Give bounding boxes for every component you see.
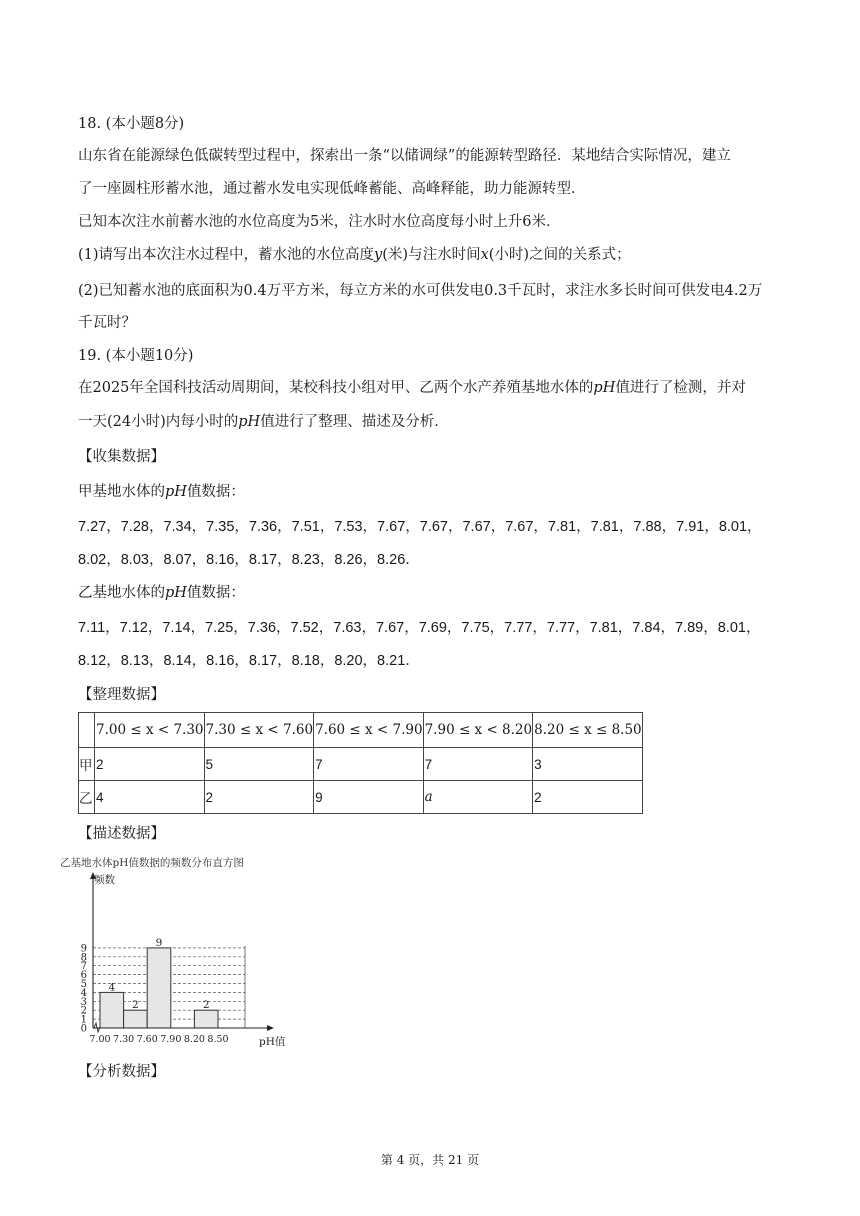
table-row	[79, 781, 643, 814]
q18-subquestion-2-cont: 千瓦时？	[78, 315, 136, 331]
table-cell: 5	[204, 748, 314, 781]
y-tick-label: 5	[80, 979, 87, 990]
x-tick-label: 7.60	[136, 1034, 158, 1045]
q19-paragraph-1: 在2025年全国科技活动周期间，某校科技小组对甲、乙两个水产养殖基地水体的pH值进行了检测，并对	[78, 380, 746, 396]
chart-title: 乙基地水体pH值数据的频数分布直方图	[60, 857, 244, 869]
describe-data-title: 【描述数据】	[78, 826, 165, 842]
y-tick-label: 0	[80, 1023, 87, 1035]
table-row-label: 乙	[79, 781, 95, 814]
table-header-cell: 7.60 ≤ x < 7.90	[314, 713, 424, 748]
y-tick-label: 9	[80, 943, 87, 955]
jia-data-label: 甲基地水体的pH值数据：	[78, 484, 245, 500]
chart-x-tick-labels	[89, 1034, 228, 1045]
x-tick-label: 8.20	[183, 1034, 205, 1045]
x-tick-label: 7.30	[113, 1034, 135, 1045]
page-footer: 第 4 页，共 21 页	[380, 1153, 480, 1167]
chart-bars	[100, 948, 218, 1028]
histogram-bar	[100, 992, 124, 1028]
bar-data-label: 9	[155, 936, 163, 949]
q18-paragraph-3: 已知本次注水前蓄水池的水位高度为5米，注水时水位高度每小时上升6米．	[78, 214, 561, 230]
x-tick-label: 7.90	[160, 1034, 182, 1045]
jia-data-line-2: 8.02，8.03，8.07，8.16，8.17，8.23，8.26，8.26．	[78, 552, 420, 568]
bar-data-label: 2	[202, 999, 210, 1012]
table-cell: a	[423, 781, 533, 814]
analyze-data-title: 【分析数据】	[78, 1064, 165, 1080]
table-cell: 4	[95, 781, 205, 814]
y-axis-label: 频数	[94, 874, 115, 886]
table-cell: 2	[95, 748, 205, 781]
histogram-chart	[60, 852, 300, 1048]
x-axis-label: pH值	[259, 1036, 286, 1048]
collect-data-title: 【收集数据】	[78, 449, 165, 465]
y-tick-label: 2	[80, 1005, 87, 1017]
y-tick-label: 1	[80, 1014, 87, 1026]
table-row-label: 甲	[79, 748, 95, 781]
chart-y-tick-labels	[81, 943, 87, 1034]
table-header-cell: 7.90 ≤ x < 8.20	[423, 713, 533, 748]
q18-header: 18. (本小题8分)	[78, 116, 185, 132]
y-tick-label: 6	[80, 970, 87, 982]
q18-subquestion-1: (1)请写出本次注水过程中，蓄水池的水位高度y(米)与注水时间x(小时)之间的关系式；	[78, 247, 631, 263]
table-header-cell: 7.00 ≤ x < 7.30	[95, 713, 205, 748]
frequency-table	[78, 712, 643, 814]
y-tick-label: 7	[80, 961, 87, 973]
x-tick-label: 8.50	[207, 1034, 229, 1045]
histogram-bar	[147, 948, 171, 1028]
table-row	[79, 748, 643, 781]
table-corner-cell	[79, 713, 95, 748]
bar-data-label: 2	[132, 999, 139, 1012]
q18-subquestion-2: (2)已知蓄水池的底面积为0.4万平方米，每立方米的水可供发电0.3千瓦时，求注水多长时间可供发电4.2万	[78, 283, 763, 299]
y-tick-label: 8	[80, 952, 87, 964]
yi-data-label: 乙基地水体的pH值数据：	[78, 585, 245, 601]
y-tick-label: 4	[80, 987, 87, 999]
y-tick-label: 3	[80, 996, 87, 1008]
table-cell: 7	[314, 748, 424, 781]
histogram-bar	[124, 1010, 148, 1028]
x-axis-arrow	[267, 1025, 274, 1031]
bar-data-label: 4	[108, 981, 116, 994]
table-cell: 2	[204, 781, 314, 814]
q18-paragraph-1: 山东省在能源绿色低碳转型过程中，探索出一条“以储调绿”的能源转型路径．某地结合实际情况，建立	[78, 148, 731, 164]
yi-data-line-2: 8.12，8.13，8.14，8.16，8.17，8.18，8.20，8.21．	[78, 653, 420, 669]
q19-header: 19. (本小题10分)	[78, 348, 194, 364]
table-header-cell: 7.30 ≤ x < 7.60	[204, 713, 314, 748]
organize-data-title: 【整理数据】	[78, 687, 165, 703]
table-cell: 9	[314, 781, 424, 814]
jia-data-line-1: 7.27，7.28，7.34，7.35，7.36，7.51，7.53，7.67，7.67，7.67，7.67，7.81，7.81，7.88，7.91，8.01，	[78, 519, 762, 535]
yi-data-line-1: 7.11，7.12，7.14，7.25，7.36，7.52，7.63，7.67，7.69，7.75，7.77，7.77，7.81，7.84，7.89，8.01，	[78, 620, 761, 636]
x-tick-label: 7.00	[89, 1034, 111, 1045]
q19-paragraph-2: 一天(24小时)内每小时的pH值进行了整理、描述及分析．	[78, 414, 449, 430]
histogram-bar	[194, 1010, 218, 1028]
table-cell: 3	[533, 748, 643, 781]
table-header-cell: 8.20 ≤ x ≤ 8.50	[533, 713, 643, 748]
table-header-row	[79, 713, 643, 748]
q18-paragraph-2: 了一座圆柱形蓄水池，通过蓄水发电实现低峰蓄能、高峰释能，助力能源转型．	[78, 181, 586, 197]
table-cell: 7	[423, 748, 533, 781]
table-cell: 2	[533, 781, 643, 814]
